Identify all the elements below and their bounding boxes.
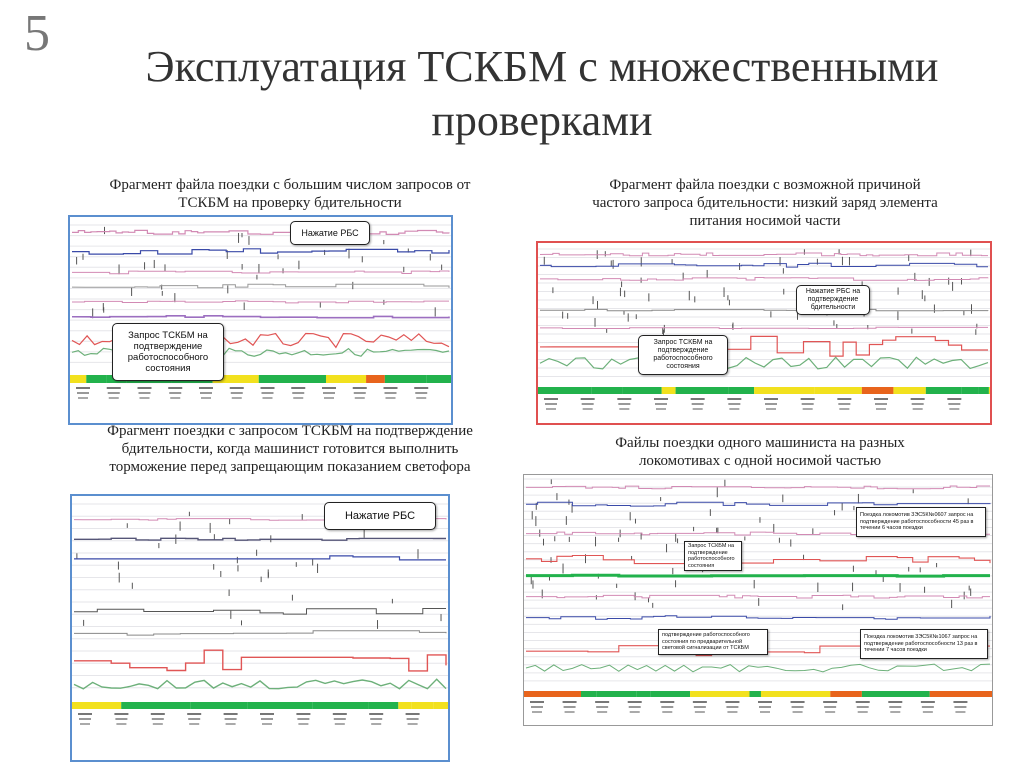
trip-chart-graph bbox=[72, 496, 448, 760]
signal-trace bbox=[526, 595, 990, 598]
time-tick-label bbox=[629, 706, 641, 708]
signal-trace bbox=[74, 609, 446, 615]
signal-trace bbox=[72, 271, 449, 274]
caption-bottom-right bbox=[540, 434, 980, 470]
signal-trace bbox=[72, 230, 449, 234]
time-tick-label bbox=[947, 398, 961, 400]
caption-top-left bbox=[40, 176, 540, 212]
signal-trace bbox=[74, 650, 446, 671]
time-tick-label bbox=[661, 706, 673, 708]
signal-trace bbox=[540, 309, 988, 310]
time-tick-label bbox=[628, 701, 642, 703]
status-band-segment bbox=[961, 387, 978, 394]
time-tick-label bbox=[619, 408, 629, 410]
status-band-segment bbox=[121, 702, 190, 709]
time-tick-label bbox=[565, 711, 575, 713]
time-tick-label bbox=[727, 711, 737, 713]
time-tick-label bbox=[874, 398, 888, 400]
signal-trace bbox=[526, 553, 990, 563]
time-tick-label bbox=[596, 706, 608, 708]
status-band-segment bbox=[398, 702, 411, 709]
trip-chart-graph bbox=[538, 243, 990, 423]
status-band-segment bbox=[524, 691, 581, 697]
time-tick-label bbox=[544, 398, 558, 400]
time-tick-label bbox=[261, 718, 273, 720]
status-band-segment bbox=[830, 691, 862, 697]
time-tick-label bbox=[386, 397, 396, 399]
time-tick-label bbox=[691, 398, 705, 400]
callout-tskbm-request: Запрос ТСКБМ на подтверждение работоспособного состояния bbox=[684, 541, 742, 571]
signal-trace bbox=[526, 664, 990, 672]
time-tick-label bbox=[949, 408, 959, 410]
time-tick-label bbox=[78, 397, 88, 399]
status-band-segment bbox=[636, 691, 651, 697]
time-tick-label bbox=[384, 387, 398, 389]
signal-trace bbox=[74, 631, 446, 635]
time-tick-label bbox=[694, 706, 706, 708]
time-tick-label bbox=[953, 701, 967, 703]
time-tick-label bbox=[293, 397, 303, 399]
time-tick-label bbox=[532, 711, 542, 713]
status-band-segment bbox=[754, 387, 814, 394]
status-band-segment bbox=[326, 375, 366, 383]
status-band-segment bbox=[596, 691, 636, 697]
time-tick-label bbox=[335, 723, 345, 725]
time-tick-label bbox=[369, 713, 383, 715]
signal-trace bbox=[72, 316, 449, 318]
time-tick-label bbox=[323, 392, 335, 394]
time-tick-label bbox=[333, 713, 347, 715]
time-tick-label bbox=[114, 713, 128, 715]
time-tick-label bbox=[224, 713, 238, 715]
time-tick-label bbox=[231, 392, 243, 394]
time-tick-label bbox=[415, 392, 427, 394]
callout-rbs-press: Нажатие РБС bbox=[290, 221, 370, 245]
time-tick-label bbox=[911, 398, 925, 400]
status-band-segment bbox=[592, 387, 623, 394]
signal-trace bbox=[540, 263, 988, 267]
time-tick-label bbox=[201, 397, 211, 399]
caption-top-left-line1: Фрагмент файла поездки с большим числом запросов от bbox=[109, 177, 471, 193]
status-band-segment bbox=[926, 387, 961, 394]
time-tick-label bbox=[371, 723, 381, 725]
caption-top-left-line2: ТСКБМ на проверку бдительности bbox=[178, 195, 402, 211]
caption-top-right-line3: питания носимой части bbox=[689, 213, 841, 229]
signal-trace bbox=[74, 538, 446, 540]
caption-top-right-line2: частого запроса бдительности: низкий заряд элемента bbox=[592, 195, 938, 211]
time-tick-label bbox=[297, 718, 309, 720]
status-band-segment bbox=[761, 691, 830, 697]
trip-chart-graph bbox=[70, 217, 451, 423]
time-tick-label bbox=[837, 398, 851, 400]
time-tick-label bbox=[151, 713, 165, 715]
status-band-segment bbox=[978, 387, 989, 394]
time-tick-label bbox=[857, 706, 869, 708]
time-tick-label bbox=[582, 403, 594, 405]
status-band-segment bbox=[86, 375, 107, 383]
time-tick-label bbox=[825, 711, 835, 713]
status-band-segment bbox=[930, 691, 992, 697]
time-tick-label bbox=[856, 701, 870, 703]
status-band-segment bbox=[893, 387, 925, 394]
status-band-segment bbox=[862, 387, 894, 394]
time-tick-label bbox=[531, 706, 543, 708]
signal-trace bbox=[72, 284, 449, 288]
caption-bottom-left-line2: бдительности, когда машинист готовится выполнить bbox=[121, 441, 459, 457]
time-tick-label bbox=[334, 718, 346, 720]
caption-top-right bbox=[530, 176, 1000, 230]
status-band-segment bbox=[247, 702, 312, 709]
trip-chart-low-battery bbox=[536, 241, 992, 425]
time-tick-label bbox=[823, 701, 837, 703]
time-tick-label bbox=[618, 403, 630, 405]
time-tick-label bbox=[563, 701, 577, 703]
time-tick-label bbox=[948, 403, 960, 405]
signal-trace bbox=[72, 249, 449, 254]
trip-charts-two-locomotives bbox=[523, 474, 993, 726]
caption-bottom-left bbox=[40, 422, 540, 476]
time-tick-label bbox=[858, 711, 868, 713]
trip-chart-frequent-requests bbox=[68, 215, 453, 425]
time-tick-label bbox=[726, 706, 738, 708]
callout-rbs-vigilance: Нажатие РБС на подтверждение бдительности bbox=[796, 285, 870, 315]
time-tick-label bbox=[170, 397, 180, 399]
time-tick-label bbox=[564, 706, 576, 708]
signal-trace bbox=[72, 301, 449, 303]
status-band-segment bbox=[312, 702, 368, 709]
status-band-segment bbox=[70, 375, 86, 383]
time-tick-label bbox=[78, 713, 92, 715]
time-tick-label bbox=[226, 723, 236, 725]
time-tick-label bbox=[824, 706, 836, 708]
time-tick-label bbox=[595, 701, 609, 703]
status-band-segment bbox=[690, 691, 749, 697]
time-tick-label bbox=[232, 397, 242, 399]
time-tick-label bbox=[199, 387, 213, 389]
callout-loco-1067: Поездка локомотив 3ЭС5К№1067 запрос на подтверждение работоспособности 13 раз в течении 7 часов поездки bbox=[860, 629, 988, 659]
trip-chart-braking bbox=[70, 494, 450, 762]
signal-trace bbox=[74, 556, 446, 560]
signal-trace bbox=[526, 575, 990, 576]
time-tick-label bbox=[262, 723, 272, 725]
time-tick-label bbox=[890, 711, 900, 713]
status-band-segment bbox=[581, 691, 596, 697]
time-tick-label bbox=[292, 392, 304, 394]
time-tick-label bbox=[729, 408, 739, 410]
status-band-segment bbox=[622, 387, 661, 394]
status-band-segment bbox=[728, 387, 754, 394]
status-band-segment bbox=[538, 387, 592, 394]
time-tick-label bbox=[408, 723, 418, 725]
time-tick-label bbox=[583, 408, 593, 410]
time-tick-label bbox=[759, 706, 771, 708]
signal-trace bbox=[540, 253, 988, 256]
callout-loco-0607: Поездка локомотив 3ЭС5К№0607 запрос на подтверждение работоспособности 45 раз в течении 6 часов поездки bbox=[856, 507, 986, 537]
callout-rbs-press: Нажатие РБС bbox=[324, 502, 436, 530]
callout-light-signal-confirmation: подтверждение работоспособного состояния по предварительной световой сигнализации от ТСКБМ bbox=[658, 629, 768, 655]
time-tick-label bbox=[116, 723, 126, 725]
callout-tskbm-request: Запрос ТСКБМ на подтверждение работоспособного состояния bbox=[112, 323, 224, 381]
time-tick-label bbox=[597, 711, 607, 713]
slide-title bbox=[60, 40, 1024, 148]
time-tick-label bbox=[414, 387, 428, 389]
time-tick-label bbox=[791, 701, 805, 703]
time-tick-label bbox=[656, 408, 666, 410]
caption-bottom-left-line1: Фрагмент поездки с запросом ТСКБМ на подтверждение bbox=[107, 423, 473, 439]
status-band-segment bbox=[366, 375, 385, 383]
time-tick-label bbox=[530, 701, 544, 703]
time-tick-label bbox=[803, 408, 813, 410]
status-band-segment bbox=[368, 702, 398, 709]
time-tick-label bbox=[153, 723, 163, 725]
time-tick-label bbox=[654, 398, 668, 400]
time-tick-label bbox=[322, 387, 336, 389]
status-band-segment bbox=[427, 375, 451, 383]
time-tick-label bbox=[760, 711, 770, 713]
time-tick-label bbox=[263, 397, 273, 399]
time-tick-label bbox=[955, 711, 965, 713]
time-tick-label bbox=[298, 723, 308, 725]
status-band-segment bbox=[862, 691, 930, 697]
time-tick-label bbox=[140, 397, 150, 399]
status-band-segment bbox=[662, 387, 676, 394]
time-tick-label bbox=[407, 718, 419, 720]
time-tick-label bbox=[876, 408, 886, 410]
signal-trace bbox=[540, 278, 988, 281]
time-tick-label bbox=[693, 408, 703, 410]
status-band-segment bbox=[749, 691, 760, 697]
time-tick-label bbox=[385, 392, 397, 394]
time-tick-label bbox=[765, 403, 777, 405]
time-tick-label bbox=[107, 387, 121, 389]
time-tick-label bbox=[109, 397, 119, 399]
callout-tskbm-request: Запрос ТСКБМ на подтверждение работоспособного состояния bbox=[638, 335, 728, 375]
slide-number: 5 bbox=[24, 5, 50, 62]
time-tick-label bbox=[152, 718, 164, 720]
time-tick-label bbox=[261, 387, 275, 389]
time-tick-label bbox=[912, 403, 924, 405]
time-tick-label bbox=[758, 701, 772, 703]
time-tick-label bbox=[692, 403, 704, 405]
time-tick-label bbox=[693, 701, 707, 703]
time-tick-label bbox=[79, 718, 91, 720]
time-tick-label bbox=[875, 403, 887, 405]
time-tick-label bbox=[108, 392, 120, 394]
time-tick-label bbox=[138, 387, 152, 389]
time-tick-label bbox=[296, 713, 310, 715]
slide-title-line2: проверками bbox=[431, 96, 653, 145]
status-band-segment bbox=[434, 702, 448, 709]
time-tick-label bbox=[115, 718, 127, 720]
time-tick-label bbox=[324, 397, 334, 399]
time-tick-label bbox=[766, 408, 776, 410]
time-tick-label bbox=[546, 408, 556, 410]
time-tick-label bbox=[353, 387, 367, 389]
time-tick-label bbox=[793, 711, 803, 713]
status-band-segment bbox=[814, 387, 862, 394]
time-tick-label bbox=[139, 392, 151, 394]
slide-title-line1: Эксплуатация ТСКБМ с множественными bbox=[145, 42, 939, 91]
time-tick-label bbox=[200, 392, 212, 394]
time-tick-label bbox=[922, 706, 934, 708]
time-tick-label bbox=[169, 392, 181, 394]
caption-bottom-right-line2: локомотивах с одной носимой частью bbox=[638, 453, 882, 469]
status-band-segment bbox=[385, 375, 427, 383]
time-tick-label bbox=[727, 398, 741, 400]
time-tick-label bbox=[695, 711, 705, 713]
time-tick-label bbox=[801, 398, 815, 400]
time-tick-label bbox=[617, 398, 631, 400]
time-tick-label bbox=[416, 397, 426, 399]
caption-top-right-line1: Фрагмент файла поездки с возможной причиной bbox=[609, 177, 921, 193]
status-band-segment bbox=[412, 702, 434, 709]
status-band-segment bbox=[72, 702, 121, 709]
time-tick-label bbox=[764, 398, 778, 400]
time-tick-label bbox=[370, 718, 382, 720]
signal-trace bbox=[540, 336, 988, 356]
time-tick-label bbox=[406, 713, 420, 715]
time-tick-label bbox=[230, 387, 244, 389]
time-tick-label bbox=[354, 392, 366, 394]
time-tick-label bbox=[168, 387, 182, 389]
time-tick-label bbox=[655, 403, 667, 405]
status-band-segment bbox=[989, 387, 990, 394]
time-tick-label bbox=[725, 701, 739, 703]
time-tick-label bbox=[660, 701, 674, 703]
status-band-segment bbox=[190, 702, 247, 709]
time-tick-label bbox=[189, 723, 199, 725]
time-tick-label bbox=[260, 713, 274, 715]
time-tick-label bbox=[889, 706, 901, 708]
time-tick-label bbox=[355, 397, 365, 399]
time-tick-label bbox=[262, 392, 274, 394]
time-tick-label bbox=[545, 403, 557, 405]
time-tick-label bbox=[921, 701, 935, 703]
caption-bottom-left-line3: торможение перед запрещающим показанием светофора bbox=[109, 459, 471, 475]
time-tick-label bbox=[954, 706, 966, 708]
status-band-segment bbox=[259, 375, 326, 383]
caption-bottom-right-line1: Файлы поездки одного машиниста на разных bbox=[615, 435, 905, 451]
status-band-segment bbox=[651, 691, 690, 697]
time-tick-label bbox=[187, 713, 201, 715]
time-tick-label bbox=[802, 403, 814, 405]
status-band-segment bbox=[676, 387, 729, 394]
time-tick-label bbox=[839, 408, 849, 410]
time-tick-label bbox=[77, 392, 89, 394]
time-tick-label bbox=[792, 706, 804, 708]
time-tick-label bbox=[291, 387, 305, 389]
time-tick-label bbox=[923, 711, 933, 713]
time-tick-label bbox=[838, 403, 850, 405]
time-tick-label bbox=[80, 723, 90, 725]
time-tick-label bbox=[662, 711, 672, 713]
time-tick-label bbox=[888, 701, 902, 703]
time-tick-label bbox=[188, 718, 200, 720]
time-tick-label bbox=[630, 711, 640, 713]
time-tick-label bbox=[225, 718, 237, 720]
time-tick-label bbox=[913, 408, 923, 410]
time-tick-label bbox=[581, 398, 595, 400]
time-tick-label bbox=[728, 403, 740, 405]
time-tick-label bbox=[76, 387, 90, 389]
signal-trace bbox=[540, 327, 988, 328]
